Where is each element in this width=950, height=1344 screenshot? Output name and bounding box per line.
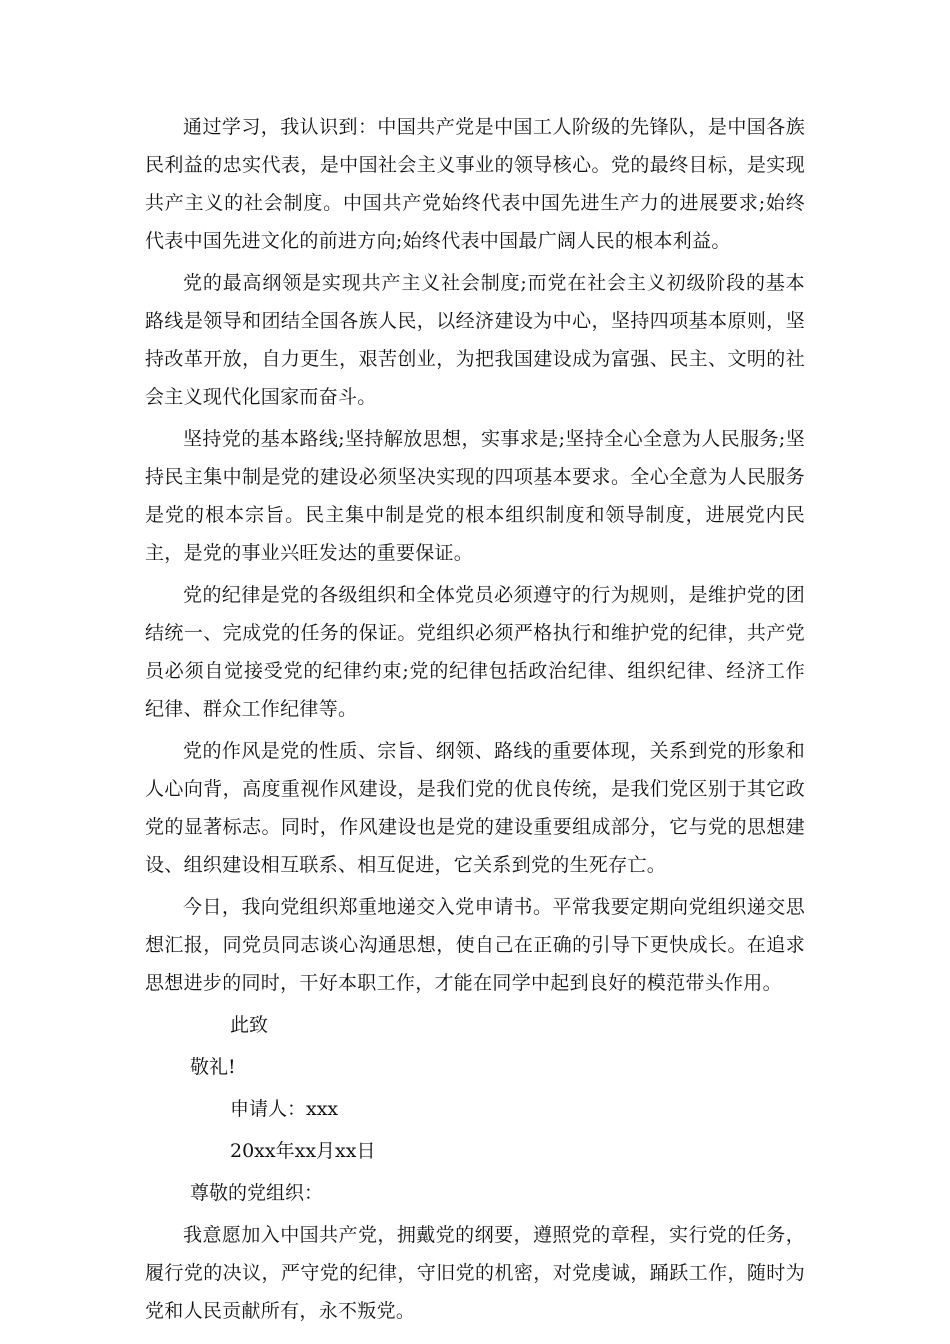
- paragraph-6: 今日，我向党组织郑重地递交入党申请书。平常我要定期向党组织递交思想汇报，同党员同志谈心沟通思想，使自己在正确的引导下更快成长。在追求思想进步的同时，干好本职工作，才能在同学中起到良好的模范带头作用。: [145, 896, 805, 994]
- paragraph-4: 党的纪律是党的各级组织和全体党员必须遵守的行为规则，是维护党的团结统一、完成党的任务的保证。党组织必须严格执行和维护党的纪律，共产党员必须自觉接受党的纪律约束;党的纪律包括政治纪律、组织纪律、经济工作纪律、群众工作纪律等。: [145, 584, 805, 720]
- paragraph-3: 坚持党的基本路线;坚持解放思想，实事求是;坚持全心全意为人民服务;坚持民主集中制是党的建设必须坚决实现的四项基本要求。全心全意为人民服务是党的根本宗旨。民主集中制是党的根本组织制度和领导制度，进展党内民主，是党的事业兴旺发达的重要保证。: [145, 428, 805, 564]
- closing-line: 此致: [230, 1014, 269, 1036]
- greeting-line: 尊敬的党组织：: [190, 1182, 324, 1204]
- date-line: 20xx年xx月xx日: [230, 1140, 376, 1162]
- salute-line: 敬礼!: [190, 1056, 236, 1078]
- applicant-line: 申请人：xxx: [230, 1098, 339, 1120]
- document-body: [145, 108, 805, 1334]
- paragraph-1: 通过学习，我认识到：中国共产党是中国工人阶级的先锋队，是中国各族民利益的忠实代表，是中国社会主义事业的领导核心。党的最终目标，是实现共产主义的社会制度。中国共产党始终代表中国先进生产力的进展要求;始终代表中国先进文化的前进方向;始终代表中国最广阔人民的根本利益。: [145, 116, 805, 252]
- oath-paragraph: 我意愿加入中国共产党，拥戴党的纲要，遵照党的章程，实行党的任务，履行党的决议，严守党的纪律，守旧党的机密，对党虔诚，踊跃工作，随时为党和人民贡献所有，永不叛党。: [145, 1224, 805, 1322]
- paragraph-2: 党的最高纲领是实现共产主义社会制度;而党在社会主义初级阶段的基本路线是领导和团结全国各族人民，以经济建设为中心，坚持四项基本原则，坚持改革开放，自力更生，艰苦创业，为把我国建设成为富强、民主、文明的社会主义现代化国家而奋斗。: [145, 272, 805, 408]
- paragraph-5: 党的作风是党的性质、宗旨、纲领、路线的重要体现，关系到党的形象和人心向背，高度重视作风建设，是我们党的优良传统，是我们党区别于其它政党的显著标志。同时，作风建设也是党的建设重要组成部分，它与党的思想建设、组织建设相互联系、相互促进，它关系到党的生死存亡。: [145, 740, 805, 876]
